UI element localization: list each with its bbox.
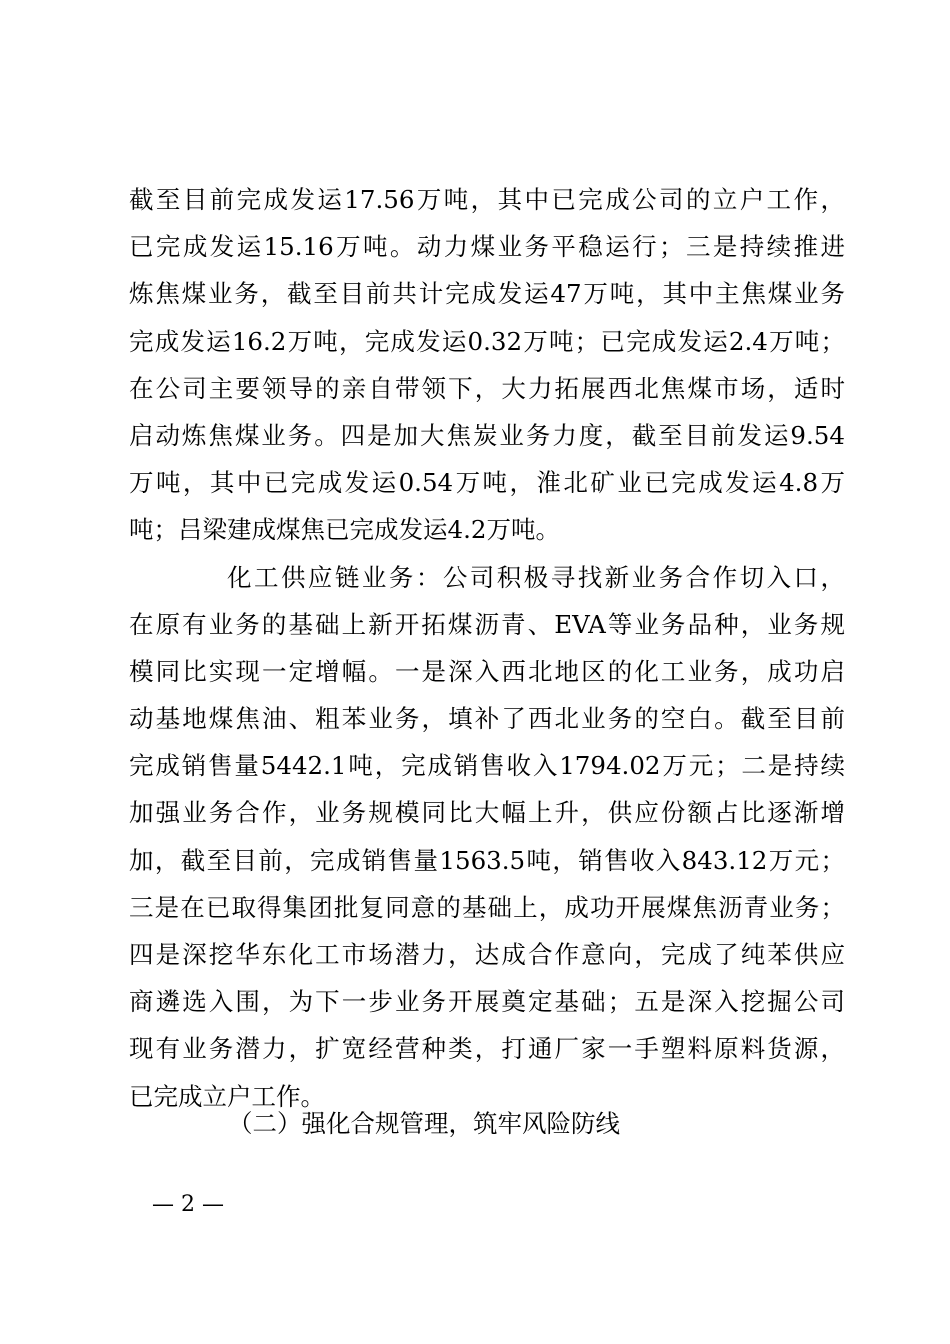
paragraph-1-line: 在公司主要领导的亲自带领下，大力拓展西北焦煤市场，适时 (129, 373, 845, 403)
paragraph-2-line: 完成销售量5442.1吨，完成销售收入1794.02万元；二是持续 (129, 751, 845, 781)
paragraph-2-line: 化工供应链业务：公司积极寻找新业务合作切入口， (227, 562, 845, 592)
paragraph-2-line: 加，截至目前，完成销售量1563.5吨，销售收入843.12万元； (129, 845, 845, 875)
paragraph-2-line: 已完成立户工作。 (129, 1081, 325, 1111)
paragraph-1-line: 炼焦煤业务，截至目前共计完成发运47万吨，其中主焦煤业务 (129, 279, 845, 309)
body-text (129, 176, 845, 1120)
paragraph-1-line: 万吨，其中已完成发运0.54万吨，淮北矿业已完成发运4.8万 (129, 468, 845, 498)
paragraph-1-line: 截至目前完成发运17.56万吨，其中已完成公司的立户工作， (129, 185, 845, 214)
paragraph-1-line: 完成发运16.2万吨，完成发运0.32万吨；已完成发运2.4万吨； (129, 326, 845, 356)
paragraph-2-line: 四是深挖华东化工市场潜力，达成合作意向，完成了纯苯供应 (129, 940, 845, 969)
page-number: — 2 — (152, 1192, 224, 1217)
paragraph-2-line: 在原有业务的基础上新开拓煤沥青、EVA等业务品种，业务规 (129, 609, 845, 639)
section-heading: （二）强化合规管理，筑牢风险防线 (228, 1109, 620, 1138)
paragraph-1-line: 吨；吕梁建成煤焦已完成发运4.2万吨。 (129, 515, 560, 545)
paragraph-2-line: 现有业务潜力，扩宽经营种类，打通厂家一手塑料原料货源， (129, 1034, 845, 1064)
paragraph-1-line: 启动炼焦煤业务。四是加大焦炭业务力度，截至目前发运9.54 (129, 420, 845, 450)
paragraph-2-line: 商遴选入围，为下一步业务开展奠定基础；五是深入挖掘公司 (129, 987, 845, 1017)
paragraph-2-line: 加强业务合作，业务规模同比大幅上升，供应份额占比逐渐增 (129, 798, 845, 828)
paragraph-2-line: 模同比实现一定增幅。一是深入西北地区的化工业务，成功启 (129, 656, 845, 686)
paragraph-2-line: 动基地煤焦油、粗苯业务，填补了西北业务的空白。截至目前 (129, 704, 845, 734)
paragraph-2-line: 三是在已取得集团批复同意的基础上，成功开展煤焦沥青业务； (129, 892, 845, 922)
paragraph-1-line: 已完成发运15.16万吨。动力煤业务平稳运行；三是持续推进 (129, 232, 845, 262)
